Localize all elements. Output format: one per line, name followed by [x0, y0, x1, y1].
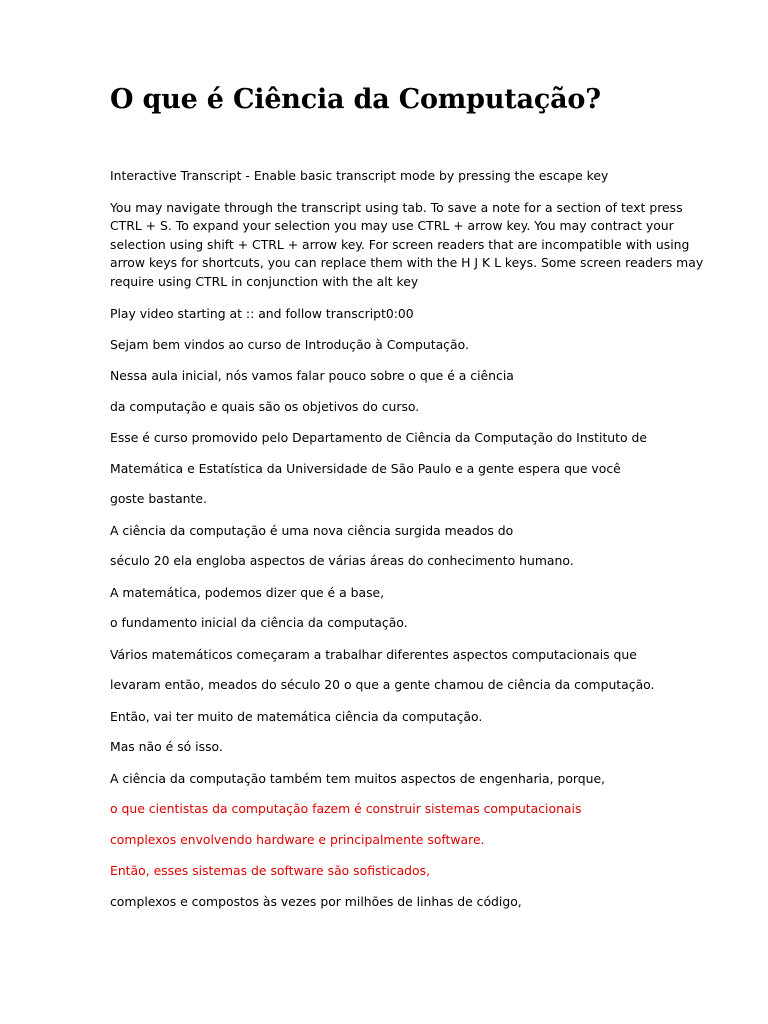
- navigation-help-line: arrow keys for shortcuts, you can replace them with the H J K L keys. Some screen readers may: [110, 255, 704, 271]
- navigation-help: [110, 199, 704, 291]
- transcript-line[interactable]: Sejam bem vindos ao curso de Introdução à Computação.: [110, 337, 469, 352]
- transcript-line[interactable]: A ciência da computação é uma nova ciência surgida meados do: [110, 523, 514, 538]
- transcript-line-highlighted[interactable]: complexos envolvendo hardware e principalmente software.: [110, 832, 485, 847]
- transcript-line[interactable]: levaram então, meados do século 20 o que a gente chamou de ciência da computação.: [110, 677, 655, 692]
- transcript-line[interactable]: Esse é curso promovido pelo Departamento de Ciência da Computação do Instituto de: [110, 430, 648, 445]
- transcript-intro: Interactive Transcript - Enable basic transcript mode by pressing the escape key: [110, 168, 609, 183]
- transcript-line[interactable]: século 20 ela engloba aspectos de várias áreas do conhecimento humano.: [110, 553, 574, 568]
- transcript-line-highlighted[interactable]: o que cientistas da computação fazem é construir sistemas computacionais: [110, 801, 582, 816]
- navigation-help-line: require using CTRL in conjunction with the alt key: [110, 273, 419, 289]
- navigation-help-line: You may navigate through the transcript using tab. To save a note for a section of text press: [110, 200, 683, 215]
- transcript-line[interactable]: o fundamento inicial da ciência da computação.: [110, 615, 408, 630]
- navigation-help-line: CTRL + S. To expand your selection you may use CTRL + arrow key. You may contract your: [110, 218, 674, 234]
- transcript-line[interactable]: A ciência da computação também tem muitos aspectos de engenharia, porque,: [110, 771, 606, 786]
- transcript-line[interactable]: Então, vai ter muito de matemática ciência da computação.: [110, 709, 483, 724]
- transcript-play-link[interactable]: Play video starting at :: and follow transcript0:00: [110, 306, 414, 321]
- transcript-line[interactable]: da computação e quais são os objetivos do curso.: [110, 399, 420, 414]
- transcript-line[interactable]: Nessa aula inicial, nós vamos falar pouco sobre o que é a ciência: [110, 368, 514, 383]
- transcript-line[interactable]: Mas não é só isso.: [110, 739, 223, 754]
- transcript-line[interactable]: Vários matemáticos começaram a trabalhar diferentes aspectos computacionais que: [110, 647, 637, 662]
- navigation-help-line: selection using shift + CTRL + arrow key. For screen readers that are incompatible with using: [110, 236, 690, 252]
- transcript-line[interactable]: A matemática, podemos dizer que é a base,: [110, 585, 385, 600]
- transcript-line[interactable]: Matemática e Estatística da Universidade de São Paulo e a gente espera que você: [110, 461, 621, 476]
- transcript-line[interactable]: goste bastante.: [110, 491, 207, 506]
- transcript-line-highlighted[interactable]: Então, esses sistemas de software são sofisticados,: [110, 863, 431, 878]
- transcript-line[interactable]: complexos e compostos às vezes por milhões de linhas de código,: [110, 894, 522, 909]
- document-title: O que é Ciência da Computação?: [110, 84, 601, 115]
